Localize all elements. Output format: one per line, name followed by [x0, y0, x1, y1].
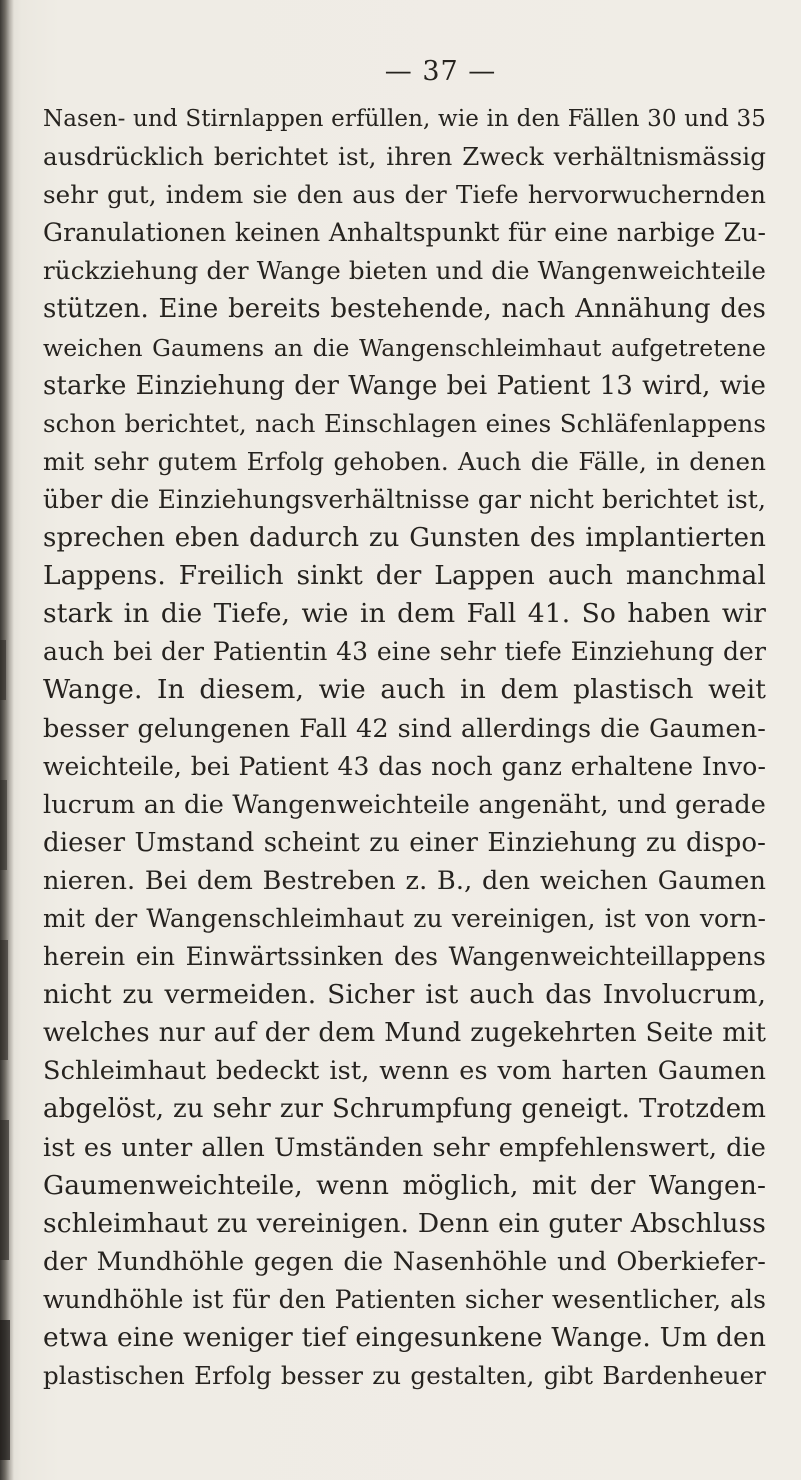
text-line: sprechen eben dadurch zu Gunsten des implantierten: [43, 523, 766, 554]
text-line: schleimhaut zu vereinigen. Denn ein guter Abschluss: [43, 1207, 766, 1239]
text-line: sehr gut, indem sie den aus der Tiefe hervorwuchernden: [43, 180, 766, 210]
text-line: stark in die Tiefe, wie in dem Fall 41. So haben wir: [43, 598, 766, 630]
text-line: auch bei der Patientin 43 eine sehr tiefe Einziehung der: [43, 637, 766, 667]
text-line: etwa eine weniger tief eingesunkene Wange. Um den: [43, 1322, 766, 1353]
text-line: Lappens. Freilich sinkt der Lappen auch manchmal: [43, 560, 766, 592]
text-line: lucrum an die Wangenweichteile angenäht, und gerade: [43, 789, 766, 820]
text-line: Schleimhaut bedeckt ist, wenn es vom harten Gaumen: [43, 1056, 766, 1087]
text-line: besser gelungenen Fall 42 sind allerdings die Gaumen-: [43, 713, 766, 744]
text-line: dieser Umstand scheint zu einer Einziehung zu dispo-: [43, 827, 766, 858]
text-line: abgelöst, zu sehr zur Schrumpfung geneigt. Trotzdem: [43, 1094, 766, 1125]
text-line: nicht zu vermeiden. Sicher ist auch das Involucrum,: [43, 979, 766, 1011]
page-number: — 37 —: [384, 56, 497, 87]
body-text: [43, 100, 766, 1395]
text-line: Wange. In diesem, wie auch in dem plastisch weit: [43, 674, 766, 706]
text-line: weichteile, bei Patient 43 das noch ganz erhaltene Invo-: [43, 751, 766, 781]
text-line: ist es unter allen Umständen sehr empfehlenswert, die: [43, 1132, 766, 1163]
text-line: Nasen- und Stirnlappen erfüllen, wie in den Fällen 30 und 35: [43, 106, 766, 132]
text-line: mit sehr gutem Erfolg gehoben. Auch die Fälle, in denen: [43, 446, 766, 476]
text-line: der Mundhöhle gegen die Nasenhöhle und Oberkiefer-: [43, 1246, 766, 1277]
text-line: Gaumenweichteile, wenn möglich, mit der Wangen-: [43, 1169, 766, 1201]
text-line: herein ein Einwärtssinken des Wangenweichteillappens: [43, 942, 766, 972]
text-line: rückziehung der Wange bieten und die Wangenweichteile: [43, 256, 766, 286]
text-line: ausdrücklich berichtet ist, ihren Zweck verhältnismässig: [43, 142, 766, 172]
binding-shadow-marks: [0, 560, 20, 1460]
text-line: starke Einziehung der Wange bei Patient 13 wird, wie: [43, 370, 766, 401]
text-line: mit der Wangenschleimhaut zu vereinigen, ist von vorn-: [43, 903, 766, 933]
text-line: nieren. Bei dem Bestreben z. B., den weichen Gaumen: [43, 865, 766, 896]
text-line: über die Einziehungsverhältnisse gar nicht berichtet ist,: [43, 484, 766, 514]
text-line: Granulationen keinen Anhaltspunkt für eine narbige Zu-: [43, 218, 766, 248]
text-line: plastischen Erfolg besser zu gestalten, gibt Bardenheuer: [43, 1361, 766, 1391]
text-line: wundhöhle ist für den Patienten sicher wesentlicher, als: [43, 1284, 766, 1314]
text-line: schon berichtet, nach Einschlagen eines Schläfenlappens: [43, 408, 766, 438]
text-line: stützen. Eine bereits bestehende, nach Annähung des: [43, 294, 766, 325]
text-line: weichen Gaumens an die Wangenschleimhaut aufgetretene: [43, 333, 766, 362]
text-line: welches nur auf der dem Mund zugekehrten Seite mit: [43, 1018, 766, 1049]
